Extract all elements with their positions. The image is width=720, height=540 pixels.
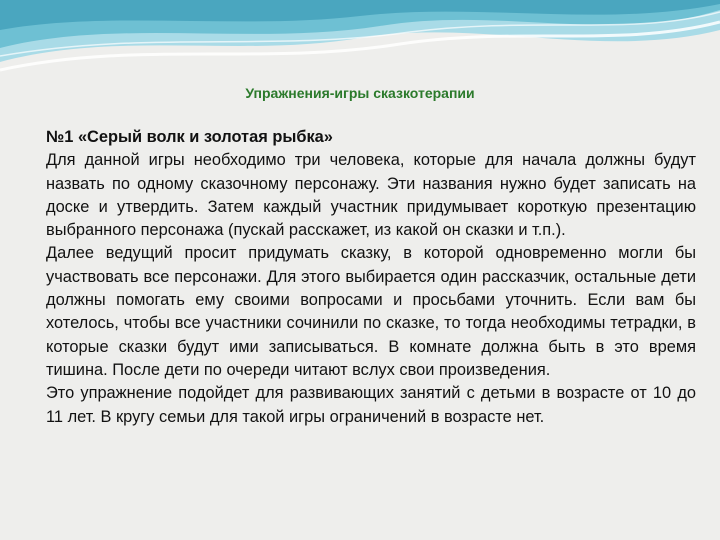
paragraph-2: Далее ведущий просит придумать сказку, в которой одновременно могли бы участвовать все персонажи. Для этого выбирается один рассказчик, остальные дети должны помогать ему своими вопросами и просьбами уточнить. Если вам бы хотелось, чтобы все участники сочинили по сказке, то тогда необходимы тетрадки, в которые сказки будут ими записываться. В комнате должна быть в это время тишина. После дети по очереди читают вслух свои произведения. bbox=[46, 244, 696, 379]
exercise-heading: №1 «Серый волк и золотая рыбка» bbox=[46, 128, 333, 146]
paragraph-3: Это упражнение подойдет для развивающих занятий с детьми в возрасте от 10 до 11 лет. В кругу семьи для такой игры ограничений в возрасте нет. bbox=[46, 384, 696, 426]
slide-body bbox=[46, 126, 696, 429]
slide-title: Упражнения-игры сказкотерапии bbox=[245, 85, 475, 101]
decorative-wave-header bbox=[0, 0, 720, 90]
paragraph-1: Для данной игры необходимо три человека, которые для начала должны будут назвать по одному сказочному персонажу. Эти названия нужно будет записать на доске и утвердить. Затем каждый участник придумывает короткую презентацию выбранного персонажа (пускай расскажет, из какой он сказки и т.п.). bbox=[46, 151, 696, 240]
